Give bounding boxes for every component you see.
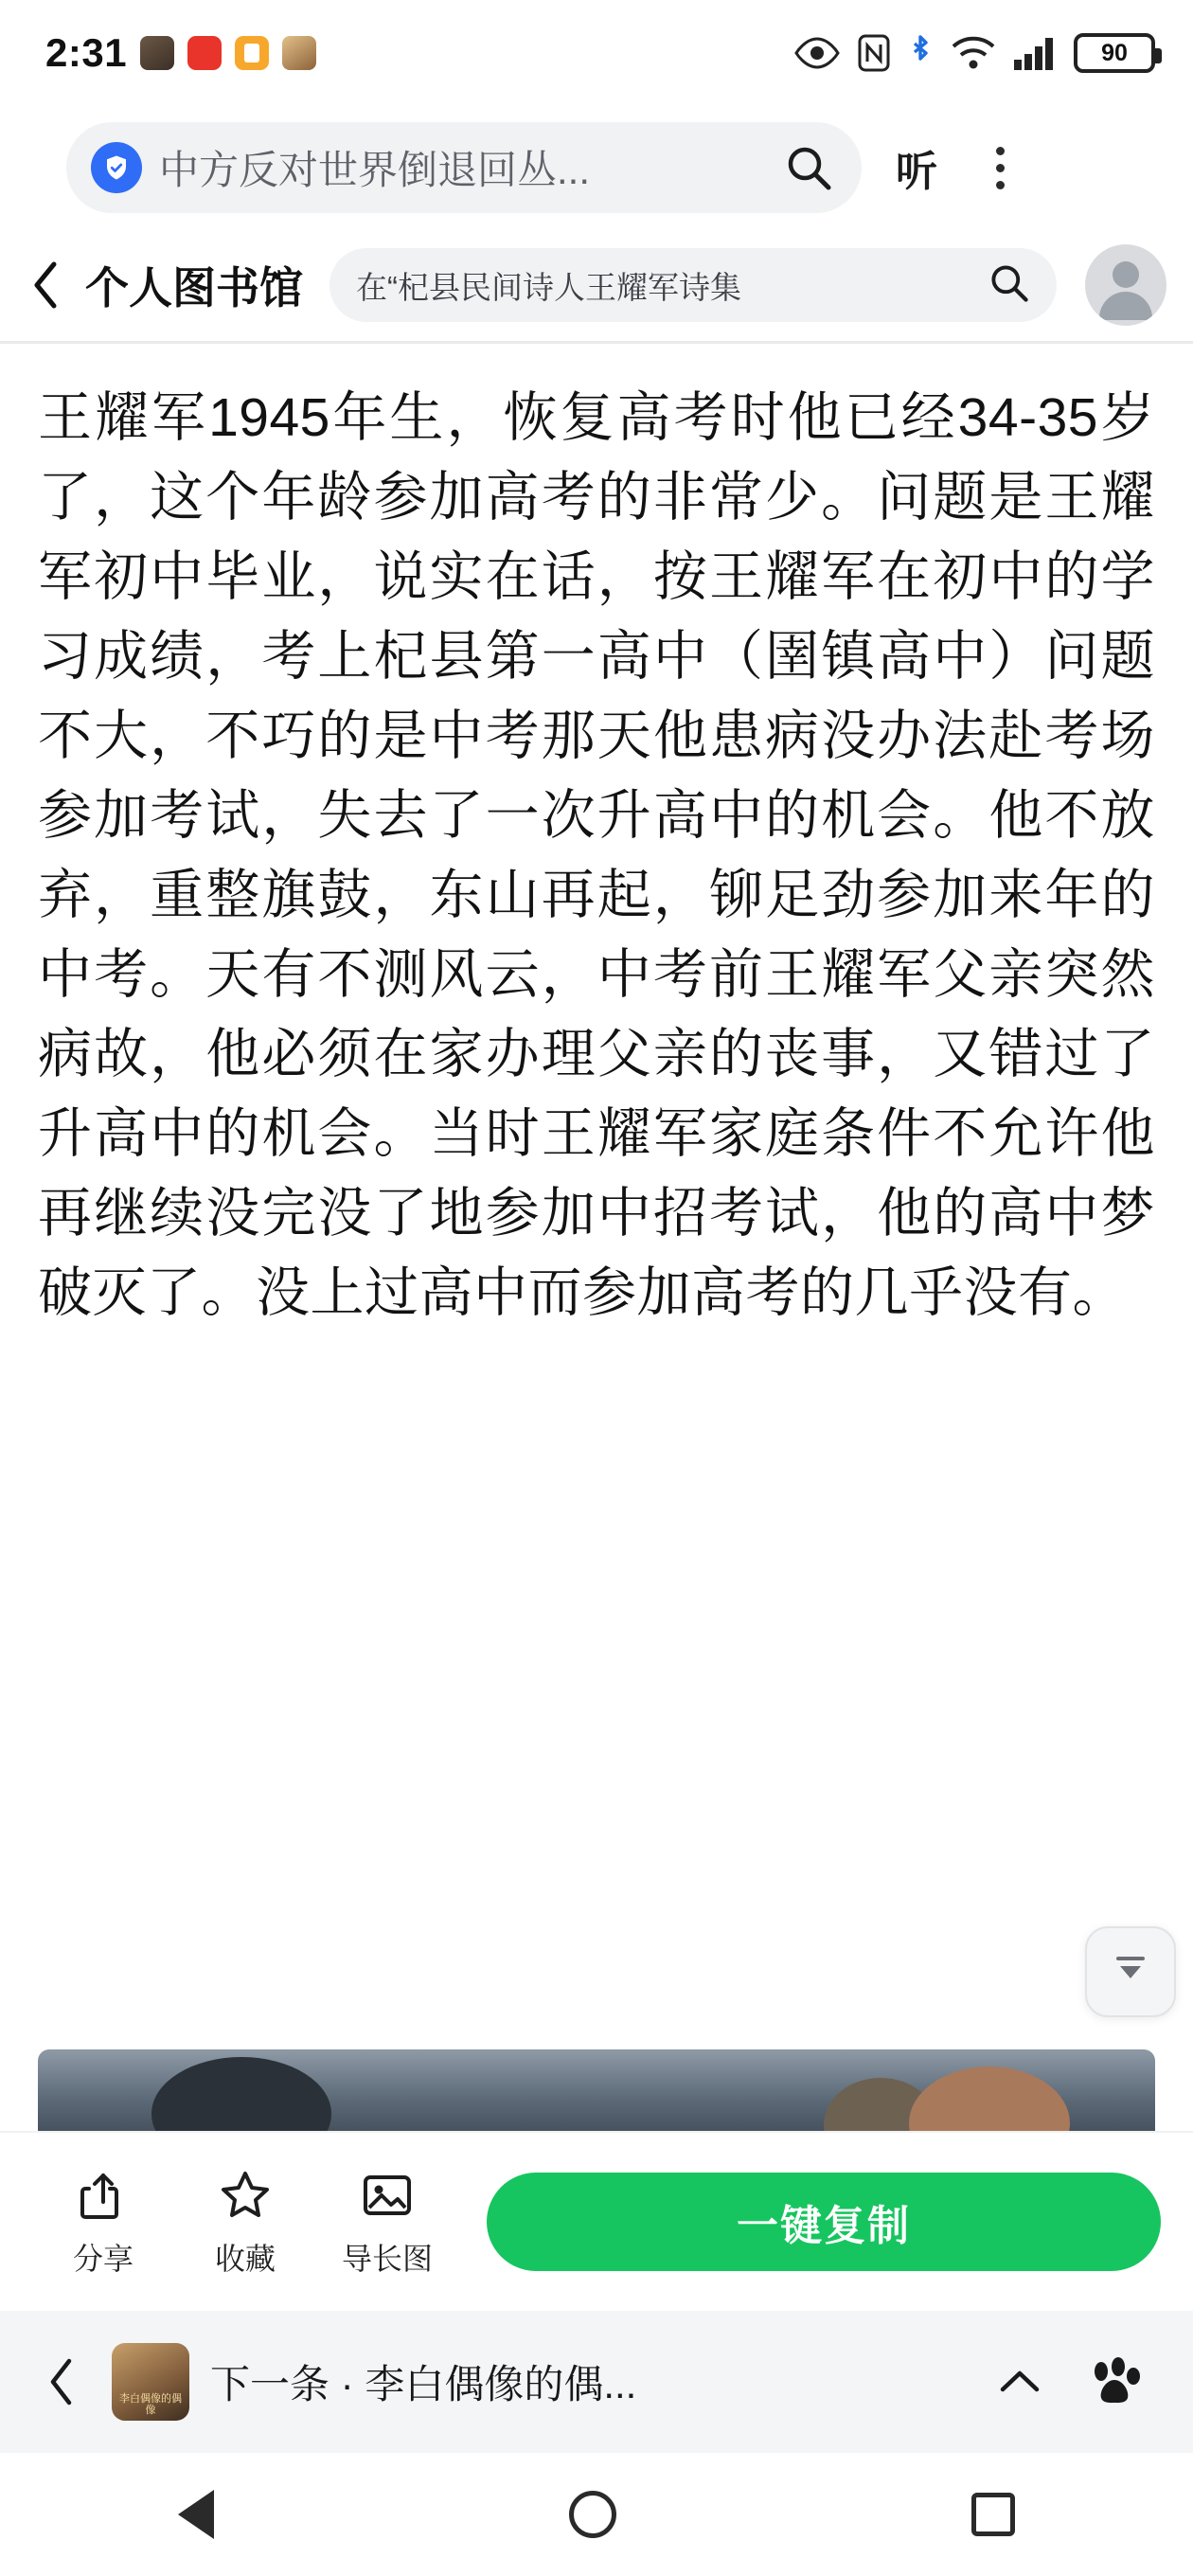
page-title: 个人图书馆: [85, 263, 303, 313]
next-article-thumbnail-caption: 李白偶像的偶像: [119, 2393, 182, 2416]
next-article-thumbnail: [112, 2343, 189, 2421]
search-icon[interactable]: [784, 143, 833, 192]
search-input[interactable]: [329, 248, 1057, 322]
back-triangle-icon[interactable]: [178, 2490, 214, 2539]
long-image-icon: [360, 2165, 415, 2226]
battery-level: 90: [1101, 39, 1128, 66]
red-app-icon: [187, 36, 222, 70]
action-bar: [0, 2131, 1193, 2311]
android-nav-bar: [0, 2453, 1193, 2576]
chevron-left-icon[interactable]: [32, 2358, 91, 2406]
avatar-glyph: [1085, 244, 1166, 326]
wifi-icon: [951, 35, 996, 71]
scroll-to-top-icon[interactable]: [1085, 1926, 1176, 2017]
coffee-app-icon: [140, 36, 174, 70]
bluetooth-icon: [907, 33, 934, 73]
copy-button[interactable]: 一键复制: [487, 2173, 1161, 2271]
share-button[interactable]: [32, 2165, 174, 2279]
search-input-value: 在“杞县民间诗人王耀军诗集: [356, 269, 741, 305]
signal-icon: [1013, 35, 1057, 71]
address-bar-text: 中方反对世界倒退回丛...: [159, 148, 591, 192]
share-label: 分享: [72, 2242, 134, 2276]
long-image-label: 导长图: [341, 2242, 433, 2276]
app-header: [0, 229, 1193, 341]
baidu-paw-icon[interactable]: [1074, 2353, 1155, 2410]
game-app-icon: [282, 36, 316, 70]
search-icon[interactable]: [987, 260, 1036, 310]
address-bar[interactable]: [66, 122, 862, 213]
next-article-title: 下一条 · 李白偶像的偶...: [210, 2362, 637, 2406]
star-icon: [218, 2165, 273, 2226]
status-time: 2:31: [45, 30, 128, 75]
more-vertical-icon[interactable]: [971, 147, 1028, 189]
favorite-label: 收藏: [214, 2242, 276, 2276]
favorite-button[interactable]: [174, 2165, 316, 2279]
status-bar: [0, 0, 1193, 106]
article-image: [38, 2049, 1155, 2131]
article-text: 王耀军1945年生，恢复高考时他已经34-35岁了，这个年龄参加高考的非常少。问题是王耀军初中毕业，说实在话，按王耀军在初中的学习成绩，考上杞县第一高中（圉镇高中）问题不大，不巧的是中考那天他患病没办法赴考场参加考试，失去了一次升高中的机会。他不放弃，重整旗鼓，东山再起，铆足劲参加来年的中考。天有不测风云，中考前王耀军父亲突然病故，他必须在家办理父亲的丧事，又错过了升高中的机会。当时王耀军家庭条件不允许他再继续没完没了地参加中招考试，他的高中梦破灭了。没上过高中而参加高考的几乎没有。: [38, 387, 1155, 1323]
article-body[interactable]: [0, 344, 1193, 2131]
notes-app-icon: [235, 36, 269, 70]
status-bar-right: [793, 33, 1155, 73]
share-icon: [76, 2165, 131, 2226]
status-bar-left: [45, 30, 316, 76]
nfc-icon: [858, 34, 890, 72]
shield-check-icon: [91, 142, 142, 193]
home-circle-icon[interactable]: [569, 2491, 616, 2538]
browser-toolbar: [0, 106, 1193, 229]
chevron-up-icon[interactable]: [987, 2366, 1053, 2398]
long-image-button[interactable]: [316, 2165, 458, 2279]
recents-square-icon[interactable]: [971, 2493, 1015, 2536]
battery-icon: [1074, 33, 1155, 73]
eye-icon: [793, 37, 841, 69]
chevron-left-icon[interactable]: [21, 256, 70, 314]
next-article-bar[interactable]: [0, 2311, 1193, 2453]
listen-button[interactable]: 听: [896, 149, 937, 195]
avatar[interactable]: [1085, 244, 1166, 326]
